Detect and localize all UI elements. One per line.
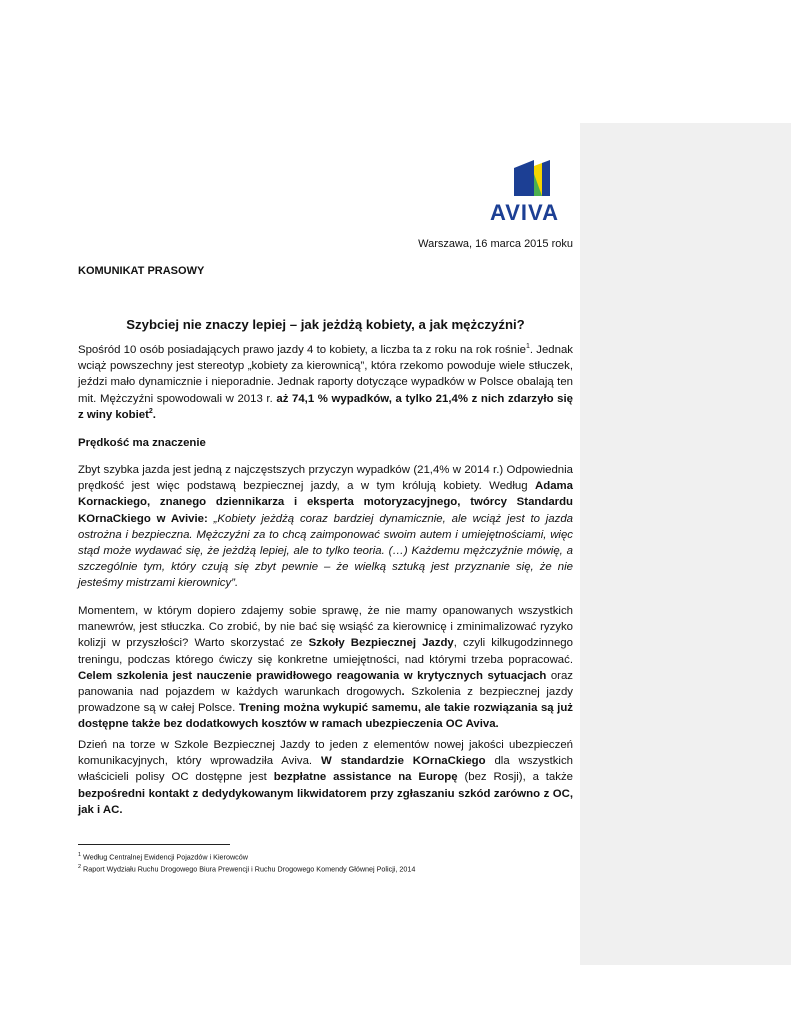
footnote-ref-1[interactable]: 1 (525, 343, 530, 351)
footnote-1: $^1$ Według Centralnej Ewidencji Pojazdów i Kierowców (78, 852, 248, 862)
comment-pane (580, 123, 791, 965)
article-title: Szybciej nie znaczy lepiej – jak jeżdżą kobiety, a jak mężczyźni? (126, 317, 525, 332)
paragraph-speed: Zbyt szybka jazda jest jedną z najczęstszych przyczyn wypadków (21,4% w 2014 r.) Odpowiednia prędkość jest więc podstawą bezpiecznej jazdy, a w tym królują kobiety. Według Adama Kornackiego, znanego dziennikarza i eksperta motoryzacyjnego, twórcy Standardu KOrnaCkiego w Avivie: „Kobiety jeżdżą coraz bardziej dynamicznie, ale wciąż jest to jazda ostrożna i bezpieczna. Mężczyźni za to chcą zaimponować swoim autem i umiejętnościami, więc stąd może wydawać się, że jeżdżą lepiej, ale to tylko teoria. (…) Każdemu mężczyźnie mówię, a szczególnie tym, który czują się zbyt pewnie – że wielką sztuką jest przyznanie się, że nie jesteśmy mistrzami kierownicy”. (78, 464, 574, 590)
paragraph-standard: Dzień na torze w Szkole Bezpiecznej Jazdy to jeden z elementów nowej jakości ubezpieczeń komunikacyjnych, który wprowadziła Aviva. W standardzie KOrnaCkiego dla wszystkich właścicieli polisy OC dostępne jest bezpłatne assistance na Europę (bez Rosji), a także bezpośredni kontakt z dedydykowanym likwidatorem przy zgłaszaniu szkód zarówno z OC, jak i AC. (78, 739, 573, 816)
footnote-separator (78, 844, 230, 845)
aviva-logo-text: AVIVA (490, 200, 559, 225)
footnote-ref-2[interactable]: 2 (148, 408, 153, 416)
press-date: Warszawa, 16 marca 2015 roku (418, 238, 573, 250)
section-heading: Prędkość ma znaczenie (78, 437, 206, 449)
press-release-label: KOMUNIKAT PRASOWY (78, 265, 205, 277)
aviva-flag-icon (490, 160, 576, 198)
footnote-2: $^2$ Raport Wydziału Ruchu Drogowego Biura Prewencji i Ruchu Drogowego Komendy Głównej Policji, 2014 (78, 864, 416, 874)
aviva-logo (490, 160, 576, 226)
footnotes (78, 850, 573, 875)
paragraph-training: Momentem, w którym dopiero zdajemy sobie sprawę, że nie mamy opanowanych wszystkich manewrów, jest stłuczka. Co zrobić, by nie bać się wsiąść za kierownicę i zminimalizować ryzyko kolizji w przyszłości? Warto skorzystać ze Szkoły Bezpiecznej Jazdy, czyli kilkugodzinnego treningu, podczas którego ćwiczy się konkretne umiejętności, nad którymi trzeba popracować. Celem szkolenia jest nauczenie prawidłowego reagowania w krytycznych sytuacjach oraz panowania nad pojazdem w każdych warunkach drogowych. Szkolenia z bezpiecznej jazdy prowadzone są w całej Polsce. Trening można wykupić samemu, ale takie rozwiązania są już dostępne także bez dodatkowych kosztów w ramach ubezpieczenia OC Aviva. (78, 605, 573, 731)
paragraph-intro: Spośród 10 osób posiadających prawo jazdy 4 to kobiety, a liczba ta z roku na rok rośnie$^1$. Jednak wciąż powszechny jest stereotyp „kobiety za kierownicą”, która rzekomo powoduje wiele stłuczek, jeździ mało dynamicznie i nieporadnie. Jednak raporty dotyczące wypadków w Polsce obalają ten mit. Mężczyźni spowodowali w 2013 r. aż 74,1 % wypadków, a tylko 21,4% z nich zdarzyło się z winy kobiet$^2$. (78, 343, 573, 421)
